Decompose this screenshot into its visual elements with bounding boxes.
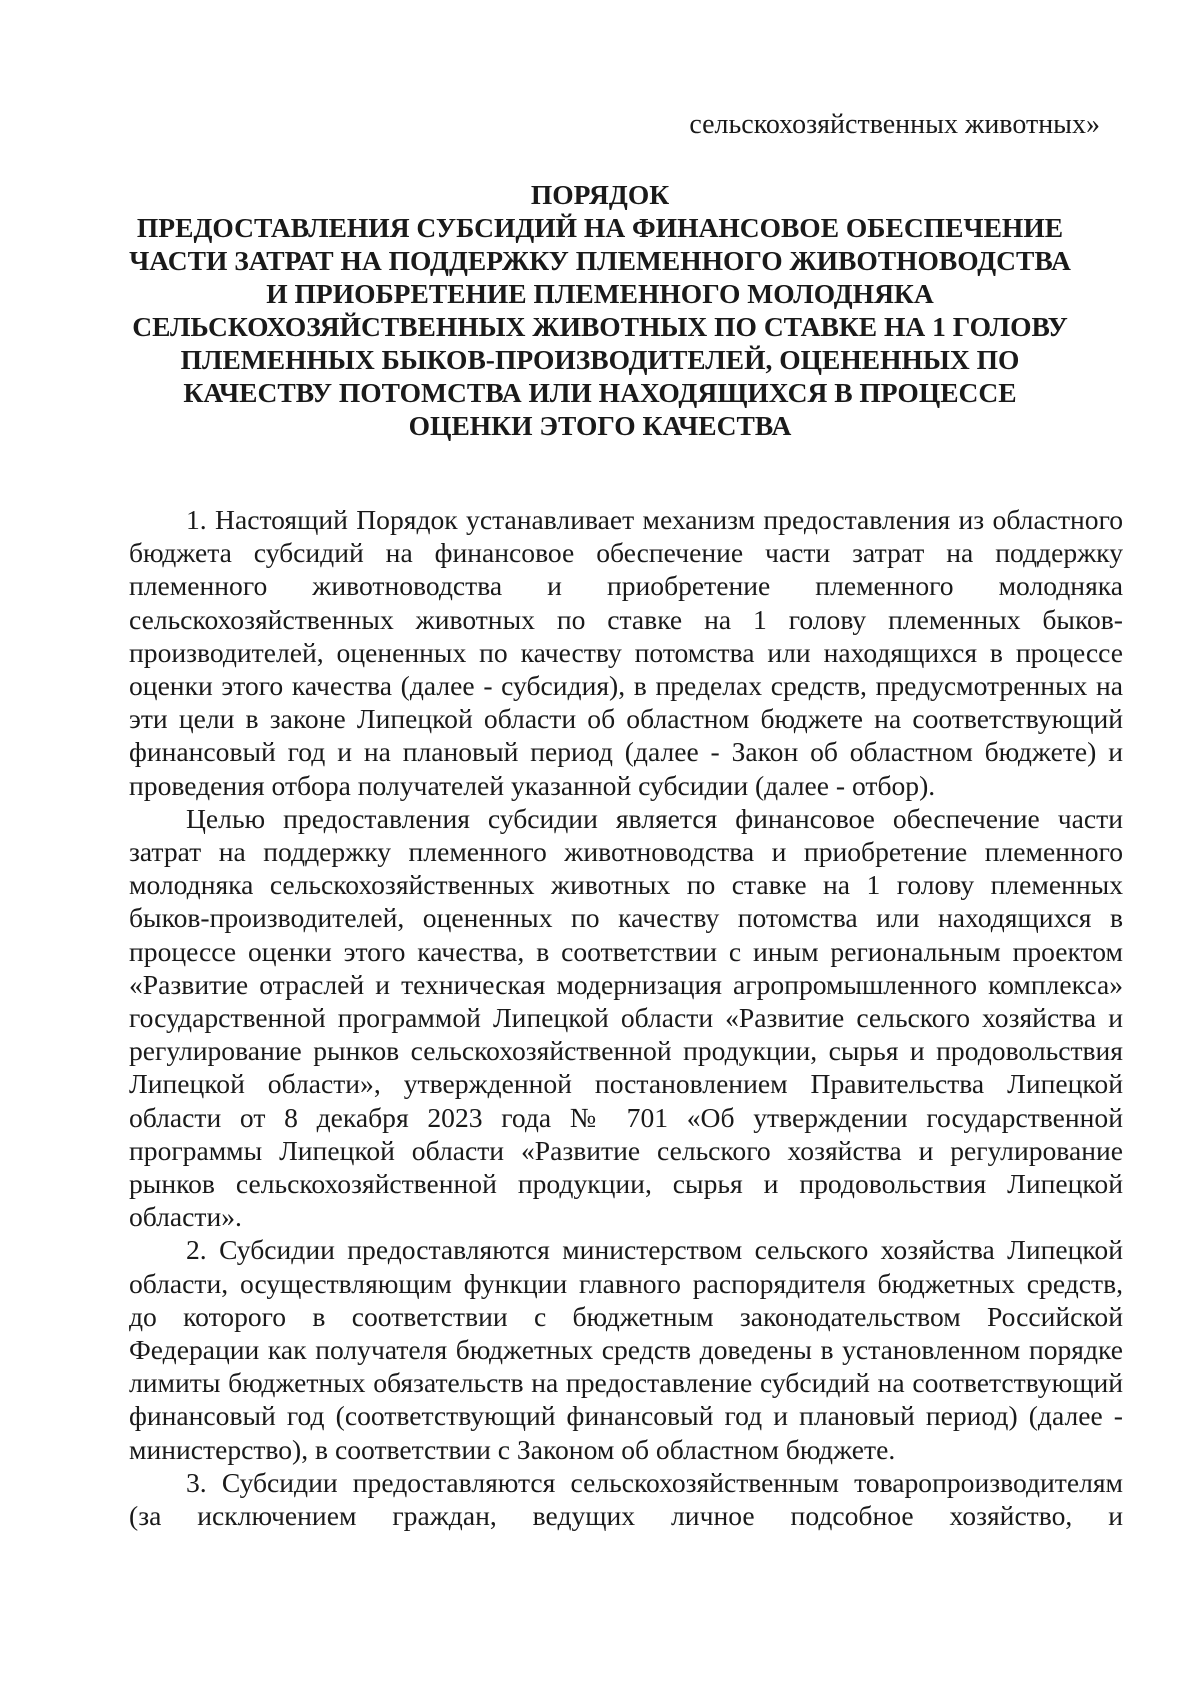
paragraph-3: 3. Субсидии предоставляются сельскохозяйственным товаропроизводителям (за исключением граждан, ведущих личное подсобное хозяйство, и: [129, 1466, 1123, 1532]
title-line: ОЦЕНКИ ЭТОГО КАЧЕСТВА: [408, 410, 792, 441]
title-line: КАЧЕСТВУ ПОТОМСТВА ИЛИ НАХОДЯЩИХСЯ В ПРОЦЕССЕ: [183, 377, 1017, 408]
paragraph-1: 1. Настоящий Порядок устанавливает механизм предоставления из областного бюджета субсидий на финансовое обеспечение части затрат на поддержку племенного животноводства и приобретение племенного молодняка сельскохозяйственных животных по ставке на 1 голову племенных быков-производителей, оцененных по качеству потомства или находящихся в процессе оценки этого качества (далее - субсидия), в пределах средств, предусмотренных на эти цели в законе Липецкой области об областном бюджете на соответствующий финансовый год и на плановый период (далее - Закон об областном бюджете) и проведения отбора получателей указанной субсидии (далее - отбор).: [129, 504, 1123, 801]
paragraph-2: 2. Субсидии предоставляются министерством сельского хозяйства Липецкой области, осуществляющим функции главного распорядителя бюджетных средств, до которого в соответствии с бюджетным законодательством Российской Федерации как получателя бюджетных средств доведены в установленном порядке лимиты бюджетных обязательств на предоставление субсидий на соответствующий финансовый год (соответствующий финансовый год и плановый период) (далее - министерство), в соответствии с Законом об областном бюджете.: [129, 1234, 1123, 1465]
title-line: ПЛЕМЕННЫХ БЫКОВ-ПРОИЗВОДИТЕЛЕЙ, ОЦЕНЕННЫХ ПО: [180, 344, 1020, 375]
title-line: ПРЕДОСТАВЛЕНИЯ СУБСИДИЙ НА ФИНАНСОВОЕ ОБЕСПЕЧЕНИЕ: [136, 212, 1064, 243]
paragraph-purpose: Целью предоставления субсидии является финансовое обеспечение части затрат на поддержку племенного животноводства и приобретение племенного молодняка сельскохозяйственных животных по ставке на 1 голову племенных быков-производителей, оцененных по качеству потомства или находящихся в процессе оценки этого качества, в соответствии с иным региональным проектом «Развитие отраслей и техническая модернизация агропромышленного комплекса» государственной программой Липецкой области «Развитие сельского хозяйства и регулирование рынков сельскохозяйственной продукции, сырья и продовольствия Липецкой области», утвержденной постановлением Правительства Липецкой области от 8 декабря 2023 года № 701 «Об утверждении государственной программы Липецкой области «Развитие сельского хозяйства и регулирование рынков сельскохозяйственной продукции, сырья и продовольствия Липецкой области».: [129, 802, 1123, 1233]
title-line: И ПРИОБРЕТЕНИЕ ПЛЕМЕННОГО МОЛОДНЯКА: [266, 278, 934, 309]
title-line: ПОРЯДОК: [530, 179, 670, 210]
title-line: СЕЛЬСКОХОЗЯЙСТВЕННЫХ ЖИВОТНЫХ ПО СТАВКЕ НА 1 ГОЛОВУ: [132, 311, 1068, 342]
document-title: [120, 178, 1080, 442]
header-note: сельскохозяйственных животных»: [689, 109, 1100, 140]
title-line: ЧАСТИ ЗАТРАТ НА ПОДДЕРЖКУ ПЛЕМЕННОГО ЖИВОТНОВОДСТВА: [129, 245, 1071, 276]
document-body: [129, 503, 1123, 1532]
